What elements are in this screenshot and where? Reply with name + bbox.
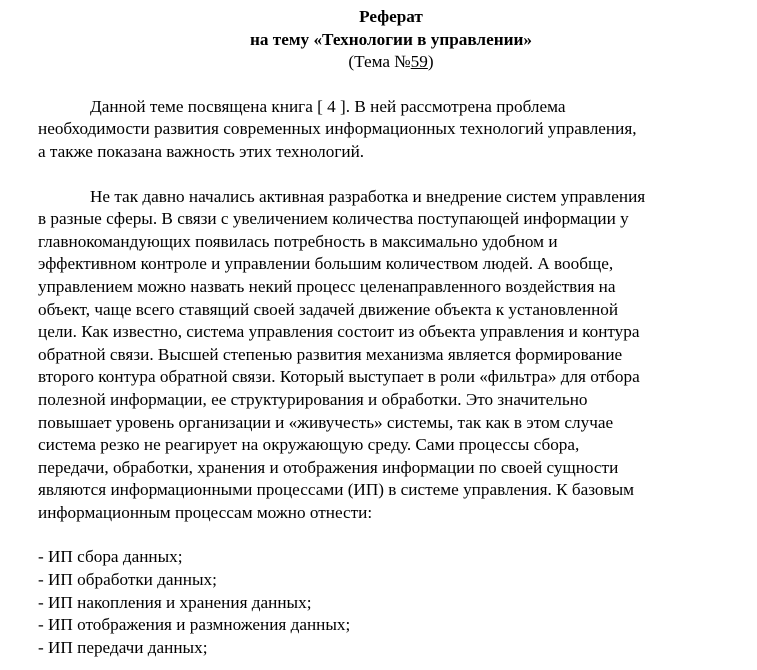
topic-number: 59	[410, 52, 428, 72]
list-item: - ИП накопления и хранения данных;	[38, 592, 312, 612]
paragraph-line: обратной связи. Высшей степенью развития механизма является формирование	[38, 344, 623, 364]
paragraph-line: необходимости развития современных информационных технологий управления,	[38, 119, 637, 139]
paragraph-main	[38, 186, 739, 525]
paragraph-line: повышает уровень организации и «живучесть» системы, так как в этом случае	[38, 412, 614, 432]
paragraph-line: Данной теме посвящена книга [ 4 ]. В ней рассмотрена проблема	[90, 96, 566, 116]
paragraph-line: управлением можно назвать некий процесс целенаправленного воздействия на	[38, 276, 616, 296]
paragraph-line: главнокомандующих появилась потребность в максимально удобном и	[38, 231, 558, 251]
list-item: - ИП сбора данных;	[38, 547, 183, 567]
document-header	[38, 6, 739, 74]
paragraph-line: второго контура обратной связи. Который выступает в роли «фильтра» для отбора	[38, 367, 640, 387]
document-subtitle: на тему «Технологии в управлении»	[249, 29, 532, 49]
paragraph-line: передачи, обработки, хранения и отображения информации по своей сущности	[38, 457, 619, 477]
paragraph-line: цели. Как известно, система управления состоит из объекта управления и контура	[38, 322, 640, 342]
paragraph-line: информационным процессам можно отнести:	[38, 502, 373, 522]
topic-prefix: (Тема №	[348, 52, 411, 72]
topic-label	[43, 51, 739, 74]
paragraph-line: эффективном контроле и управлении большим количеством людей. А вообще,	[38, 254, 614, 274]
list-item: - ИП передачи данных;	[38, 637, 208, 657]
paragraph-line: а также показана важность этих технологий.	[38, 141, 365, 161]
paragraph-line: являются информационными процессами (ИП) в системе управления. К базовым	[38, 480, 635, 500]
paragraph-line: в разные сферы. В связи с увеличением количества поступающей информации у	[38, 209, 629, 229]
list-item: - ИП отображения и размножения данных;	[38, 615, 351, 635]
document-title: Реферат	[359, 7, 423, 26]
paragraph-line: полезной информации, ее структурирования и обработки. Это значительно	[38, 389, 588, 409]
list-item: - ИП обработки данных;	[38, 570, 217, 590]
paragraph-line: система резко не реагирует на окружающую среду. Сами процессы сбора,	[38, 435, 580, 455]
paragraph-intro	[38, 96, 739, 164]
paragraph-line: объект, чаще всего ставящий своей задачей движение объекта к установленной	[38, 299, 619, 319]
paragraph-line: Не так давно начались активная разработка и внедрение систем управления	[90, 186, 646, 206]
topic-suffix: )	[427, 52, 434, 72]
process-list	[38, 546, 739, 659]
